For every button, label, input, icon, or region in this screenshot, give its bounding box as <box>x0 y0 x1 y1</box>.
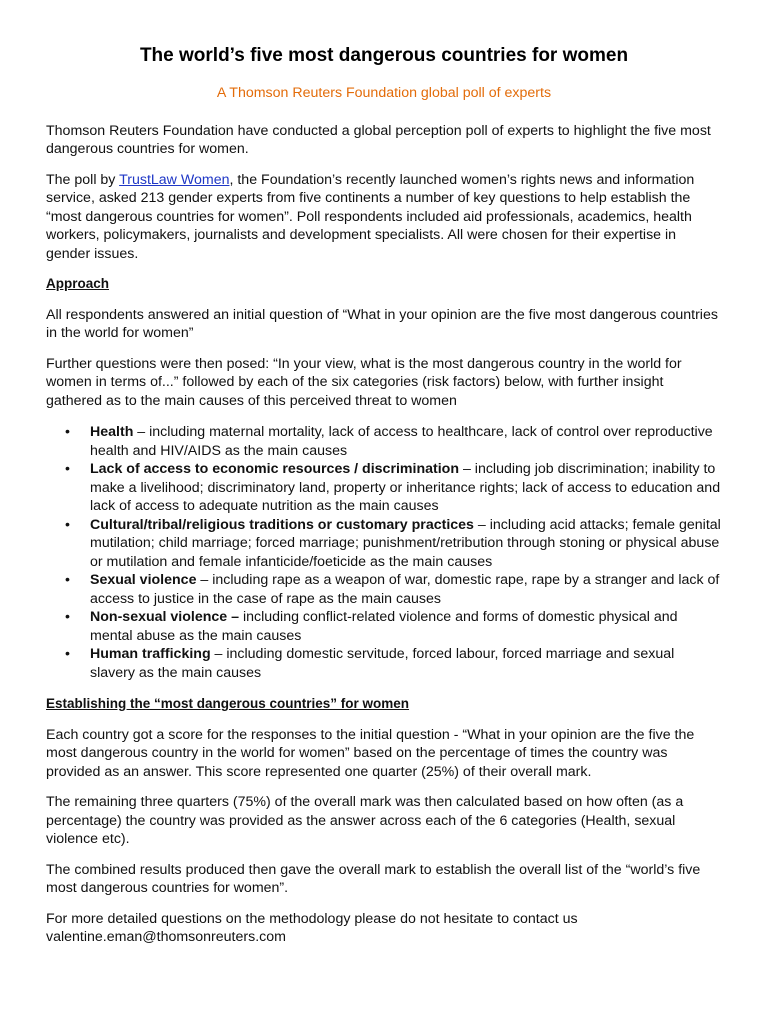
risk-factor-description: – including maternal mortality, lack of access to healthcare, lack of control over reproductive health and HIV/AIDS as the main causes <box>90 424 713 459</box>
score-paragraph: Each country got a score for the responses to the initial question - “What in your opinion are the five the most dangerous country in the world for women” based on the percentage of times the country was provided as an answer. This score represented one quarter (25%) of their overall mark. <box>46 726 695 780</box>
contact-line: For more detailed questions on the methodology please do not hesitate to contact us <box>46 910 578 927</box>
list-item <box>65 608 722 645</box>
poll-paragraph-prefix: The poll by <box>46 171 120 188</box>
bullet-icon: • <box>65 461 70 477</box>
risk-factor-term: Sexual violence <box>90 572 197 588</box>
list-item <box>65 516 722 572</box>
risk-factor-term: Human trafficking <box>90 646 211 662</box>
bullet-icon: • <box>65 424 70 440</box>
combined-paragraph: The combined results produced then gave the overall mark to establish the overall list of the “world’s five most dangerous countries for women”. <box>46 861 701 896</box>
risk-factor-description: – including job discrimination; inability to make a livelihood; discriminatory land, property or inheritance rights; lack of access to education and lack of access to adequate nutrition as the main causes <box>90 461 721 514</box>
risk-factor-description: – including acid attacks; female genital mutilation; child marriage; forced marriage; punishment/retribution through stoning or physical abuse or mutilation and female infanticide/foeticide as the main causes <box>90 516 721 570</box>
list-item <box>65 571 722 608</box>
list-item <box>65 423 722 460</box>
risk-factor-term: Non-sexual violence – <box>90 609 240 625</box>
risk-factor-term: Health <box>90 424 134 440</box>
intro-paragraph: Thomson Reuters Foundation have conducted a global perception poll of experts to highlight the five most dangerous countries for women. <box>46 122 711 157</box>
poll-paragraph-suffix: , the Foundation’s recently launched women’s rights news and information service, asked 213 gender experts from five continents a number of key questions to help establish the “most dangerous countries for women”. Poll respondents included aid professionals, academics, health workers, policymakers, journalists and development specialists. All were chosen for their expertise in gender issues. <box>46 171 695 262</box>
remaining-paragraph: The remaining three quarters (75%) of the overall mark was then calculated based on how often (as a percentage) the country was provided as the answer across each of the 6 categories (Health, sexual violence etc). <box>46 794 684 847</box>
risk-factor-term: Lack of access to economic resources / discrimination <box>90 461 460 477</box>
bullet-icon: • <box>65 646 70 662</box>
bullet-icon: • <box>65 609 70 625</box>
risk-factor-description: including conflict-related violence and forms of domestic physical and mental abuse as the main causes <box>90 609 678 644</box>
list-item <box>65 460 722 516</box>
approach-heading: Approach <box>46 276 110 291</box>
risk-factors-list <box>46 423 722 682</box>
contact-email: valentine.eman@thomsonreuters.com <box>46 929 286 945</box>
respondents-paragraph: All respondents answered an initial question of “What in your opinion are the five most dangerous countries in the world for women” <box>46 306 718 341</box>
list-item <box>65 645 722 682</box>
further-questions-paragraph: Further questions were then posed: “In your view, what is the most dangerous country in the world for women in terms of...” followed by each of the six categories (risk factors) below, with further insight gathered as to the main causes of this perceived threat to women <box>46 355 682 409</box>
trustlaw-women-link[interactable]: TrustLaw Women <box>119 171 230 188</box>
document-title: The world’s five most dangerous countries for women <box>139 45 629 66</box>
risk-factor-term: Cultural/tribal/religious traditions or customary practices <box>90 516 474 533</box>
contact-paragraph <box>46 910 722 947</box>
bullet-icon: • <box>65 572 70 588</box>
establishing-heading: Establishing the “most dangerous countries” for women <box>46 696 410 711</box>
poll-paragraph <box>46 171 722 264</box>
risk-factor-description: – including rape as a weapon of war, domestic rape, rape by a stranger and lack of access to justice in the case of rape as the main causes <box>90 572 720 607</box>
bullet-icon: • <box>65 516 70 533</box>
risk-factor-description: – including domestic servitude, forced labour, forced marriage and sexual slavery as the main causes <box>90 646 675 681</box>
document-subtitle: A Thomson Reuters Foundation global poll of experts <box>216 85 552 101</box>
